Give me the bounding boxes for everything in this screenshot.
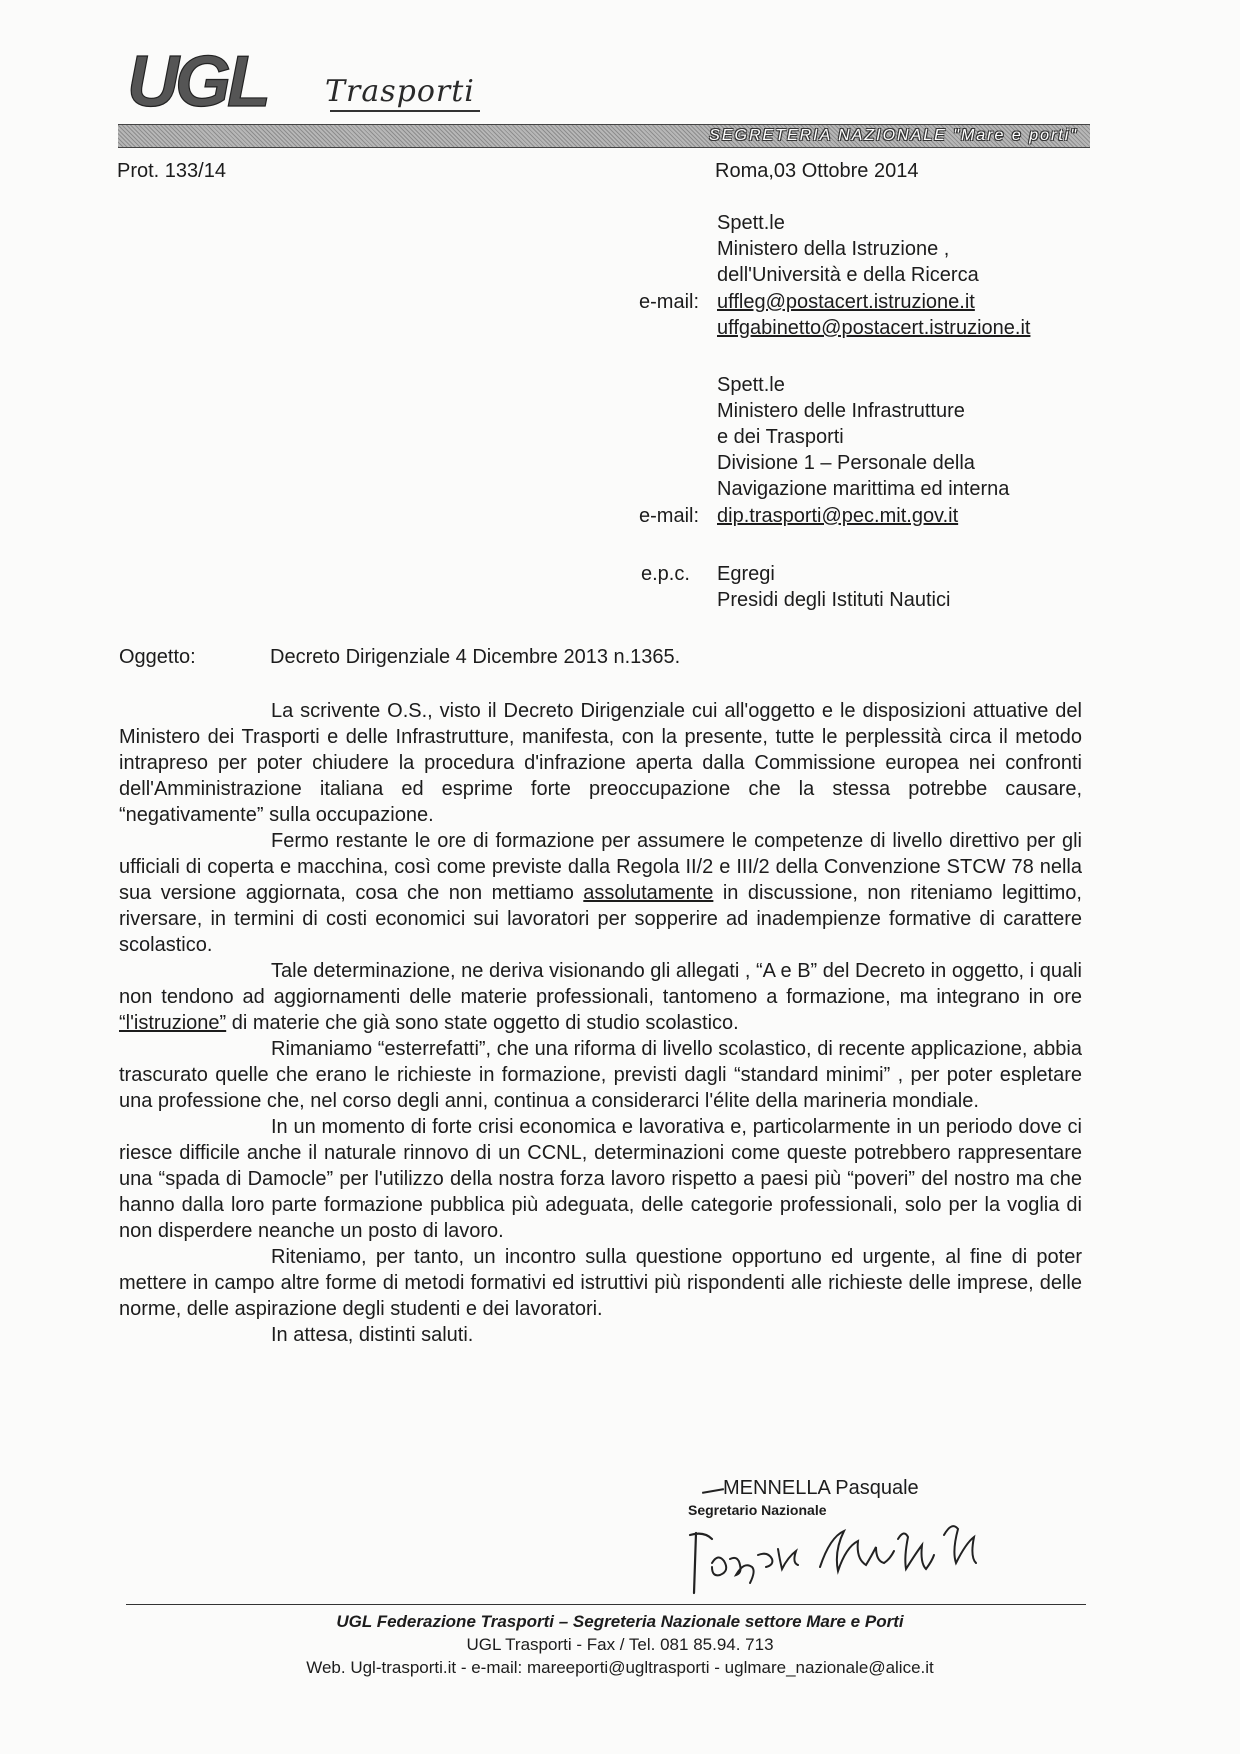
cc-label: e.p.c.: [641, 563, 690, 585]
footer-web-email: Web. Ugl-trasporti.it - e-mail: mareeporti@ugltrasporti - uglmare_nazionale@alice.it: [306, 1658, 934, 1677]
recipient1-line2: dell'Università e della Ricerca: [717, 264, 979, 286]
recipient1-salutation: Spett.le: [717, 212, 785, 234]
body-paragraph-2: [119, 828, 1082, 958]
signatory-title: Segretario Nazionale: [688, 1502, 827, 1518]
body-paragraph-5: In un momento di forte crisi economica e lavorativa e, particolarmente in un periodo dove ci riesce difficile anche il naturale rinnovo di un CCNL, determinazioni come queste potrebbero rappresentare una “spada di Damocle” per l'utilizzo della nostra forza lavoro rispetto a paesi più “poveri” del nostro ma che hanno dalla loro parte formazione pubblica più adeguata, delle categorie professionali, solo per la voglia di non disperdere neanche un posto di lavoro.: [119, 1116, 1082, 1242]
body-closing: In attesa, distinti saluti.: [271, 1324, 474, 1346]
body-paragraph-2-part-b: in discussione, non riteniamo legittimo, riversare, in termini di costi economici sui lavoratori per sopperire ad inadempienze formative di carattere scolastico.: [119, 882, 1082, 956]
letter-date: Roma,03 Ottobre 2014: [715, 160, 919, 182]
letter-body: [119, 698, 1082, 1348]
cc-line2: Presidi degli Istituti Nautici: [717, 589, 951, 611]
footer-organization: UGL Federazione Trasporti – Segreteria Nazionale settore Mare e Porti: [336, 1612, 904, 1631]
signature-dash: [702, 1488, 724, 1494]
recipient1-line1: Ministero della Istruzione ,: [717, 238, 950, 260]
body-paragraph-6: Riteniamo, per tanto, un incontro sulla questione opportuno ed urgente, al fine di poter mettere in campo altre forme di metodi formativi ed istruttivi più rispondenti alle richieste delle imprese, delle norme, delle aspirazione degli studenti e dei lavoratori.: [119, 1246, 1082, 1320]
brand-underline: [330, 110, 480, 112]
letterhead-banner: [118, 124, 1090, 148]
recipient2-line2: e dei Trasporti: [717, 426, 844, 448]
subject-text: Decreto Dirigenziale 4 Dicembre 2013 n.1365.: [270, 646, 681, 668]
body-paragraph-3-underlined: “l'istruzione”: [119, 1012, 227, 1034]
ugl-logo: [125, 38, 320, 118]
body-paragraph-3-part-a: Tale determinazione, ne deriva visionando gli allegati , “A e B” del Decreto in oggetto, i quali non tendono ad aggiornamenti delle materie professionali, tantomeno a formazione, ma integrano in ore: [119, 960, 1082, 1008]
footer-contact: UGL Trasporti - Fax / Tel. 081 85.94. 713: [466, 1635, 774, 1654]
body-paragraph-3-part-b: di materie che già sono state oggetto di studio scolastico.: [231, 1012, 739, 1034]
recipient1-email1-link[interactable]: uffleg@postacert.istruzione.it: [717, 291, 975, 313]
recipient2-email-link[interactable]: dip.trasporti@pec.mit.gov.it: [717, 505, 959, 527]
recipient2-email-label: e-mail:: [639, 505, 700, 527]
recipient2-salutation: Spett.le: [717, 374, 785, 396]
footer-divider: [126, 1604, 1086, 1605]
banner-text: SEGRETERIA NAZIONALE "Mare e porti": [709, 127, 1078, 144]
logo-text: UGL: [127, 42, 267, 118]
brand-name: Trasporti: [325, 74, 475, 109]
subject-label: Oggetto:: [119, 646, 196, 668]
cc-line1: Egregi: [717, 563, 775, 585]
body-paragraph-4: Rimaniamo “esterrefatti”, che una riforma di livello scolastico, di recente applicazione, abbia trascurato quelle che erano le richieste in formazione, previsti dagli “standard minimi” , per poter espletare una professione che, nel corso degli anni, continua a considerarci l'élite della marineria mondiale.: [119, 1038, 1082, 1112]
body-paragraph-2-underlined: assolutamente: [583, 882, 714, 904]
signatory-name: MENNELLA Pasquale: [723, 1477, 919, 1499]
recipient1-email2-link[interactable]: uffgabinetto@postacert.istruzione.it: [717, 317, 1031, 339]
recipient2-line3: Divisione 1 – Personale della: [717, 452, 975, 474]
body-paragraph-2-part-a: Fermo restante le ore di formazione per assumere le competenze di livello direttivo per gli ufficiali di coperta e macchina, così come previste dalla Regola II/2 e III/2 della Convenzione STCW 78 nella sua versione aggiornata, cosa che non mettiamo: [119, 830, 1082, 904]
recipient2-line1: Ministero delle Infrastrutture: [717, 400, 965, 422]
recipient2-line4: Navigazione marittima ed interna: [717, 478, 1010, 500]
recipient1-email-label: e-mail:: [639, 291, 700, 313]
protocol-number: Prot. 133/14: [117, 160, 226, 182]
body-paragraph-3: [119, 958, 1082, 1036]
body-paragraph-1: La scrivente O.S., visto il Decreto Dirigenziale cui all'oggetto e le disposizioni attuative del Ministero dei Trasporti e delle Infrastrutture, manifesta, con la presente, tutte le perplessità circa il metodo intrapreso per poter chiudere la procedura d'infrazione aperta dalla Commissione europea nei confronti dell'Amministrazione italiana ed esprime forte preoccupazione che la stessa potrebbe causare, “negativamente” sulla occupazione.: [119, 700, 1082, 826]
handwritten-signature: [660, 1505, 1020, 1600]
